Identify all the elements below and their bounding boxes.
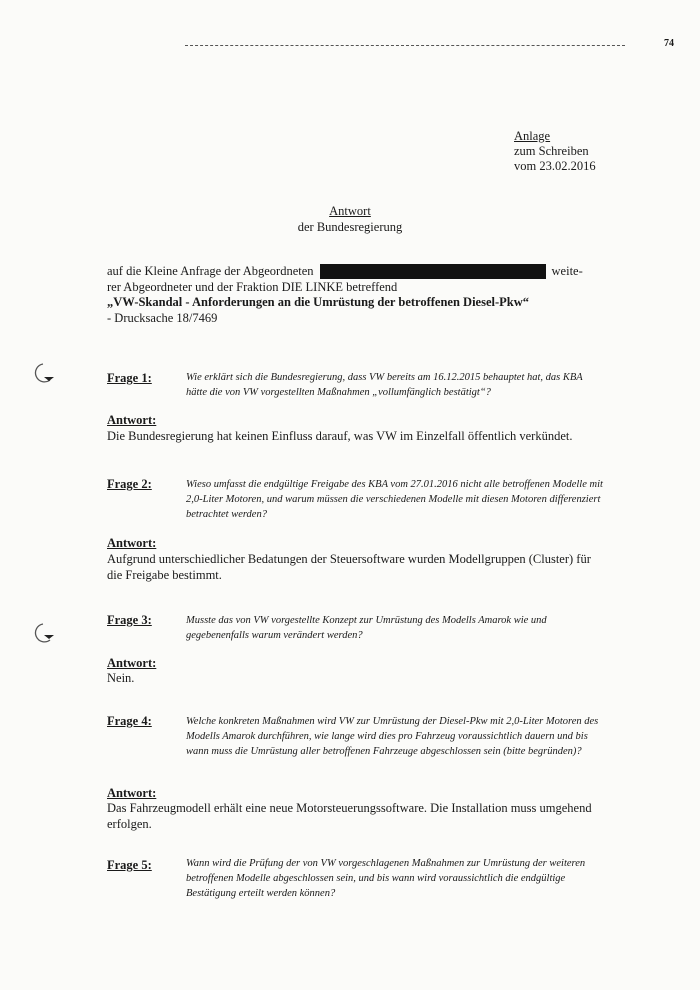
question-3-text: Musste das von VW vorgestellte Konzept zur Umrüstung des Modells Amarok wie und gegebenenfalls warum verändert werden? [186, 615, 547, 641]
question-5-text: Wann wird die Prüfung der von VW vorgeschlagenen Maßnahmen zur Umrüstung der weiteren betroffenen Modelle abgeschlossen sein, und bis wann wird voraussichtlich die endgültige Bestätigung erteilt werden können? [186, 858, 586, 899]
anlage-line-2: zum Schreiben [514, 144, 589, 158]
intro-block [107, 264, 602, 326]
question-1-label: Frage 1: [107, 371, 152, 385]
question-2-text: Wieso umfasst die endgültige Freigabe des KBA vom 27.01.2016 nicht alle betroffenen Modelle mit 2,0-Liter Motoren, und warum müssen die verschiedenen Modelle mit diesen Motoren differenziert betrachtet werden? [186, 479, 603, 520]
answer-2-label: Antwort: [107, 536, 157, 550]
question-1-text: Wie erklärt sich die Bundesregierung, dass VW bereits am 16.12.2015 behauptet hat, das KBA hätte die von VW vorgestellten Maßnahmen „vollumfänglich bestätigt“? [186, 372, 583, 398]
question-4-label: Frage 4: [107, 714, 152, 728]
answer-1-text: Die Bundesregierung hat keinen Einfluss darauf, was VW im Einzelfall öffentlich verkündet. [107, 429, 573, 443]
header-rule [185, 45, 625, 46]
drucksache-ref: - Drucksache 18/7469 [107, 310, 218, 325]
answer-subtitle: der Bundesregierung [297, 220, 403, 234]
intro-line-1-pre: auf die Kleine Anfrage der Abgeordneten [107, 264, 314, 278]
answer-3-label: Antwort: [107, 656, 157, 670]
anlage-block [514, 129, 596, 174]
redaction-bar [320, 264, 546, 279]
page-number: 74 [664, 38, 674, 49]
intro-line-1-post: weite- [551, 264, 583, 278]
answer-4-text: Das Fahrzeugmodell erhält eine neue Motorsteuerungssoftware. Die Installation muss umgehend erfolgen. [107, 801, 592, 831]
answer-1-label: Antwort: [107, 413, 157, 427]
answer-4-label: Antwort: [107, 786, 157, 800]
question-2-label: Frage 2: [107, 477, 152, 491]
answer-title: Antwort [329, 204, 371, 218]
answer-3-text: Nein. [107, 671, 135, 685]
intro-line-2: rer Abgeordneter und der Fraktion DIE LINKE betreffend [107, 279, 398, 294]
question-4-text: Welche konkreten Maßnahmen wird VW zur Umrüstung der Diesel-Pkw mit 2,0-Liter Motoren des Modells Amarok durchführen, wie lange wird dies pro Fahrzeug voraussichtlich dauern und bis wann muss die Umrüstung aller betroffenen Fahrzeuge abgeschlossen sein (bitte begründen)? [186, 716, 599, 757]
hole-punch-mark-top [30, 361, 56, 387]
answer-2-text: Aufgrund unterschiedlicher Bedatungen der Steuersoftware wurden Modellgruppen (Cluster) für die Freigabe bestimmt. [107, 552, 591, 582]
anlage-title: Anlage [514, 129, 551, 143]
question-5-label: Frage 5: [107, 858, 152, 872]
subject-title: „VW-Skandal - Anforderungen an die Umrüstung der betroffenen Diesel-Pkw“ [107, 295, 530, 309]
hole-punch-mark-bottom [30, 621, 56, 647]
anlage-date: vom 23.02.2016 [514, 159, 596, 173]
question-3-label: Frage 3: [107, 613, 152, 627]
